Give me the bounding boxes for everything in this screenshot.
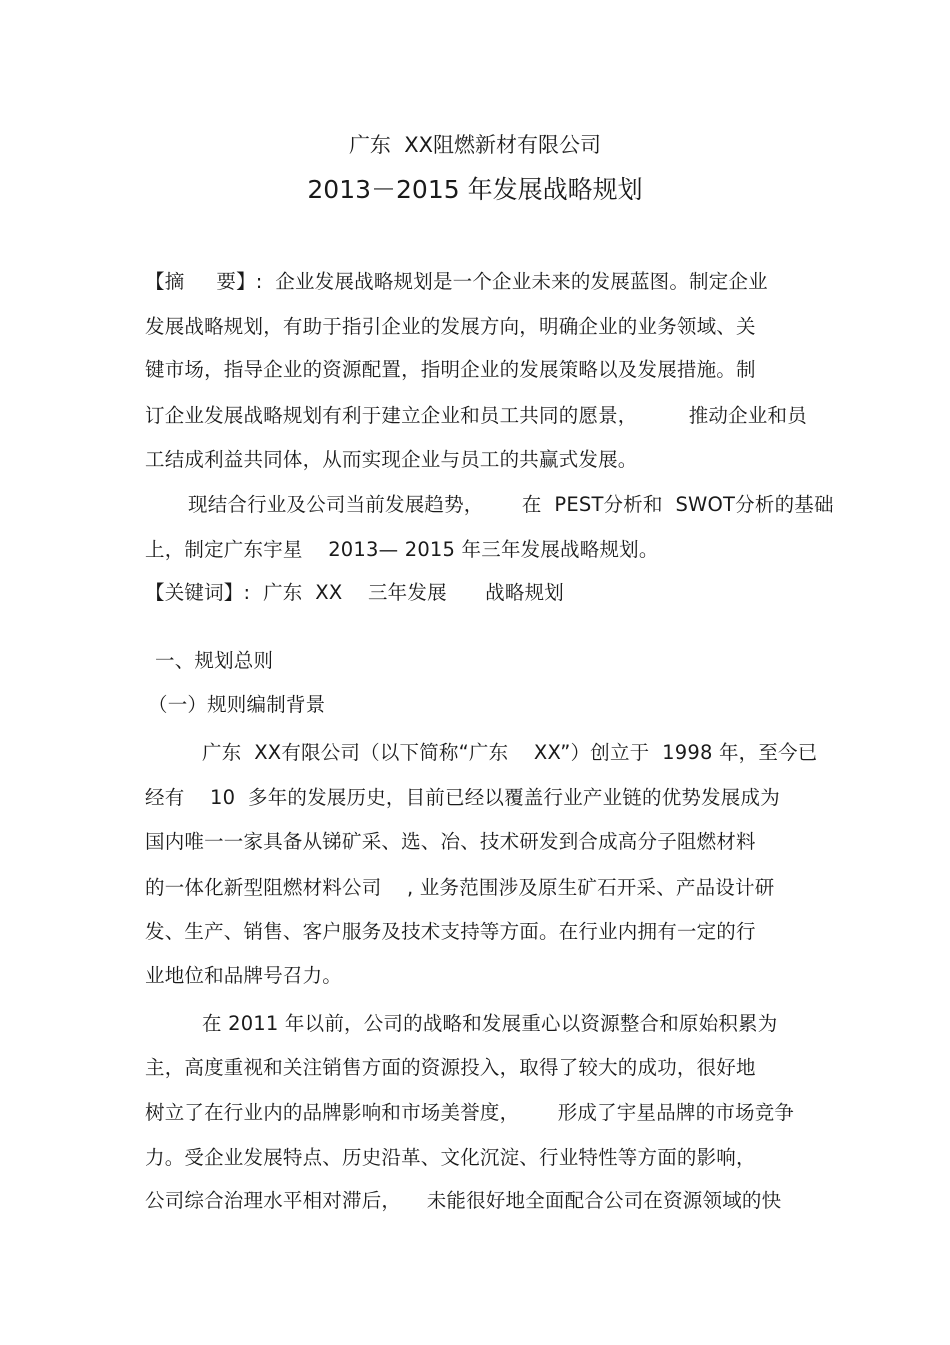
- paragraph-line: 公司综合治理水平相对滞后， 未能很好地全面配合公司在资源领域的快: [145, 1189, 782, 1212]
- abstract-line: 工结成利益共同体，从而实现企业与员工的共赢式发展。: [145, 448, 638, 471]
- paragraph-line: 在 2011 年以前，公司的战略和发展重心以资源整合和原始积累为: [202, 1012, 778, 1035]
- paragraph-line: 发、生产、销售、客户服务及技术支持等方面。在行业内拥有一定的行: [145, 920, 756, 943]
- abstract-line: 【摘 要】: 企业发展战略规划是一个企业未来的发展蓝图。制定企业: [145, 270, 768, 293]
- abstract-line: 发展战略规划，有助于指引企业的发展方向，明确企业的业务领域、关: [145, 315, 756, 338]
- abstract-line: 键市场，指导企业的资源配置，指明企业的发展策略以及发展措施。制: [145, 358, 756, 381]
- paragraph-line: 经有 10 多年的发展历史，目前已经以覆盖行业产业链的优势发展成为: [145, 786, 780, 809]
- abstract-line: 现结合行业及公司当前发展趋势， 在 PEST分析和 SWOT分析的基础: [188, 493, 834, 516]
- section-heading: 一、规划总则: [155, 649, 274, 672]
- keywords-line: 【关键词】: 广东 XX 三年发展 战略规划: [145, 581, 564, 604]
- paragraph-line: 主，高度重视和关注销售方面的资源投入，取得了较大的成功，很好地: [145, 1056, 756, 1079]
- company-title: 广东 XX阻燃新材有限公司: [348, 133, 602, 157]
- paragraph-line: 广东 XX有限公司（以下简称“广东 XX”）创立于 1998 年，至今已: [202, 741, 818, 764]
- paragraph-line: 力。受企业发展特点、历史沿革、文化沉淀、行业特性等方面的影响，: [145, 1146, 756, 1169]
- paragraph-line: 业地位和品牌号召力。: [145, 964, 343, 987]
- plan-title: 2013－2015 年发展战略规划: [307, 175, 643, 204]
- paragraph-line: 国内唯一一家具备从锑矿采、选、冶、技术研发到合成高分子阻燃材料: [145, 830, 756, 853]
- abstract-line: 订企业发展战略规划有利于建立企业和员工共同的愿景， 推动企业和员: [145, 404, 807, 427]
- abstract-line: 上，制定广东宇星 2013— 2015 年三年发展战略规划。: [145, 538, 659, 561]
- paragraph-line: 树立了在行业内的品牌影响和市场美誉度， 形成了宇星品牌的市场竞争: [145, 1101, 795, 1124]
- subsection-heading: （一）规则编制背景: [148, 693, 326, 716]
- paragraph-line: 的一体化新型阻燃材料公司 , 业务范围涉及原生矿石开采、产品设计研: [145, 876, 775, 899]
